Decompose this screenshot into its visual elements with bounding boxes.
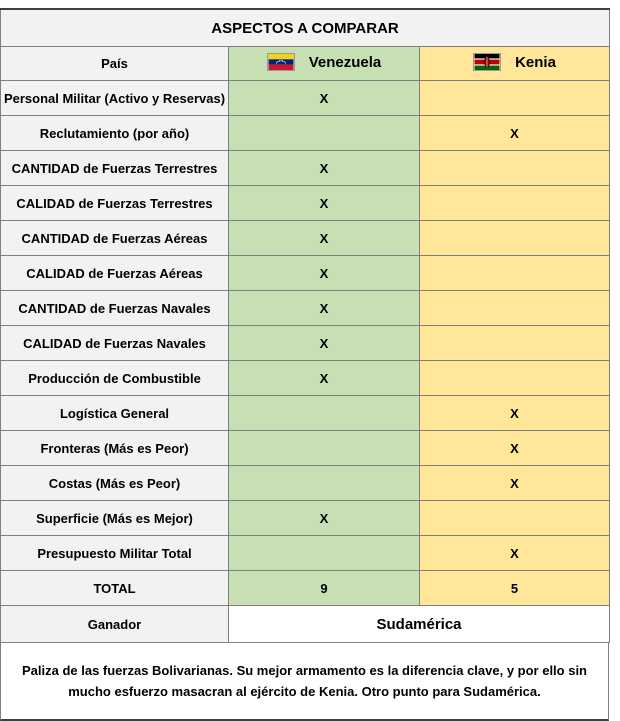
- kenya-flag-icon: [473, 53, 501, 71]
- table-row: [1, 291, 610, 326]
- kenia-mark: X: [420, 431, 610, 466]
- venezuela-mark: X: [229, 326, 420, 361]
- kenia-mark: [420, 291, 610, 326]
- venezuela-mark: X: [229, 501, 420, 536]
- venezuela-mark: X: [229, 221, 420, 256]
- table-row: [1, 256, 610, 291]
- kenia-mark: [420, 501, 610, 536]
- table-row: [1, 501, 610, 536]
- kenia-mark: [420, 326, 610, 361]
- aspect-label: CALIDAD de Fuerzas Aéreas: [1, 256, 229, 291]
- comparison-sheet: [0, 8, 609, 721]
- table-row: [1, 361, 610, 396]
- total-row: [1, 571, 610, 606]
- table-row: [1, 326, 610, 361]
- winner-value: Sudamérica: [229, 606, 610, 643]
- venezuela-mark: X: [229, 256, 420, 291]
- table-row: [1, 81, 610, 116]
- kenia-label: Kenia: [515, 53, 556, 71]
- total-label: TOTAL: [1, 571, 229, 606]
- summary-note-text: Paliza de las fuerzas Bolivarianas. Su mejor armamento es la diferencia clave, y por ello sin mucho esfuerzo masacran al ejército de Kenia. Otro punto para Sudamérica.: [21, 663, 588, 699]
- table-row: [1, 116, 610, 151]
- kenia-mark: X: [420, 466, 610, 501]
- winner-label: Ganador: [1, 606, 229, 643]
- aspect-label: Producción de Combustible: [1, 361, 229, 396]
- table-row: [1, 536, 610, 571]
- aspect-label: Fronteras (Más es Peor): [1, 431, 229, 466]
- venezuela-mark: [229, 431, 420, 466]
- aspect-label: CALIDAD de Fuerzas Terrestres: [1, 186, 229, 221]
- aspect-label: Superficie (Más es Mejor): [1, 501, 229, 536]
- summary-note: [0, 643, 609, 721]
- winner-row: [1, 606, 610, 643]
- aspect-label: Personal Militar (Activo y Reservas): [1, 81, 229, 116]
- venezuela-total: 9: [229, 571, 420, 606]
- kenia-mark: [420, 186, 610, 221]
- kenia-mark: X: [420, 116, 610, 151]
- venezuela-flag-icon: [267, 53, 295, 71]
- kenia-mark: [420, 221, 610, 256]
- kenia-mark: X: [420, 396, 610, 431]
- venezuela-label: Venezuela: [308, 53, 382, 71]
- venezuela-mark: X: [229, 81, 420, 116]
- kenia-mark: [420, 361, 610, 396]
- venezuela-mark: X: [229, 151, 420, 186]
- aspect-label: CALIDAD de Fuerzas Navales: [1, 326, 229, 361]
- aspect-label: Reclutamiento (por año): [1, 116, 229, 151]
- venezuela-mark: X: [229, 186, 420, 221]
- header-kenia: [420, 47, 610, 81]
- aspect-label: CANTIDAD de Fuerzas Terrestres: [1, 151, 229, 186]
- header-label: País: [1, 47, 229, 81]
- header-venezuela: [229, 47, 420, 81]
- aspect-label: Logística General: [1, 396, 229, 431]
- venezuela-mark: X: [229, 291, 420, 326]
- comparison-table: [0, 8, 610, 643]
- kenia-mark: [420, 256, 610, 291]
- kenia-total: 5: [420, 571, 610, 606]
- venezuela-mark: [229, 536, 420, 571]
- aspect-label: CANTIDAD de Fuerzas Navales: [1, 291, 229, 326]
- aspect-label: CANTIDAD de Fuerzas Aéreas: [1, 221, 229, 256]
- table-row: [1, 431, 610, 466]
- table-row: [1, 466, 610, 501]
- table-row: [1, 186, 610, 221]
- title-row: [1, 9, 610, 47]
- kenia-mark: [420, 151, 610, 186]
- kenia-mark: X: [420, 536, 610, 571]
- kenia-mark: [420, 81, 610, 116]
- table-row: [1, 396, 610, 431]
- venezuela-mark: [229, 116, 420, 151]
- venezuela-mark: [229, 466, 420, 501]
- aspect-label: Costas (Más es Peor): [1, 466, 229, 501]
- venezuela-mark: X: [229, 361, 420, 396]
- aspect-label: Presupuesto Militar Total: [1, 536, 229, 571]
- venezuela-mark: [229, 396, 420, 431]
- table-row: [1, 151, 610, 186]
- header-row: [1, 47, 610, 81]
- table-row: [1, 221, 610, 256]
- table-title: ASPECTOS A COMPARAR: [1, 9, 610, 47]
